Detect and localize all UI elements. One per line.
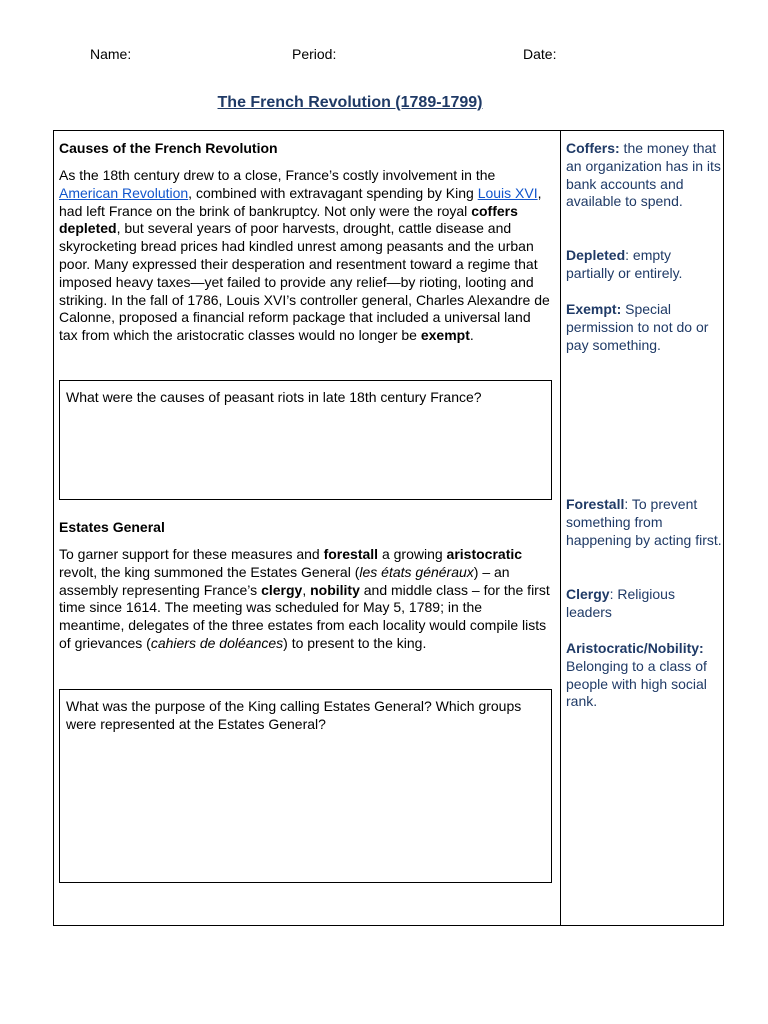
bold-term: forestall [323,546,379,562]
bold-term: aristocratic [446,546,523,562]
estates-paragraph [59,546,551,653]
column-divider [560,130,561,926]
text-run: ) to present to the king. [283,634,427,651]
vocab-term: Coffers: [566,140,620,156]
text-run: ) – an assembly representing France’s [59,563,510,598]
vocab-clergy [566,586,722,622]
vocab-term: Depleted [566,247,626,263]
vocab-forestall [566,496,722,549]
vocab-definition: : To prevent something from happening by acting first. [566,496,722,548]
question-text: What was the purpose of the King calling Estates General? Which groups were represented at the Estates General? [66,698,522,732]
link-louis-xvi[interactable]: Louis XVI [477,184,538,201]
page-title: The French Revolution (1789-1799) [217,94,483,111]
bold-term: clergy [261,581,303,598]
question-box-causes[interactable] [59,380,552,500]
text-run: , combined with extravagant spending by King [188,184,478,201]
vocab-depleted [566,247,722,283]
vocab-term: Exempt: [566,301,622,317]
bold-term: exempt [420,327,470,344]
vocab-term: Forestall [566,496,625,512]
causes-paragraph [59,167,551,345]
bold-term: nobility [310,581,360,598]
text-run: To garner support for these measures and [59,546,324,562]
vocab-definition: : empty partially or entirely. [566,247,683,281]
italic-term: cahiers de doléances [150,634,284,651]
text-run: a growing [378,546,447,562]
text-run: . [469,327,474,344]
vocab-term: Aristocratic/Nobility: [566,640,704,656]
italic-term: les états généraux [359,563,474,580]
question-box-estates-general[interactable] [59,689,552,883]
period-label: Period: [292,46,337,62]
link-american-revolution[interactable]: American Revolution [59,184,189,201]
date-label: Date: [523,46,557,62]
question-text: What were the causes of peasant riots in late 18th century France? [66,389,482,405]
vocab-definition: Special permission to not do or pay something. [566,301,709,353]
text-run: revolt, the king summoned the Estates General ( [59,563,360,580]
section-heading-causes: Causes of the French Revolution [59,140,278,156]
vocab-definition: : Religious leaders [566,586,675,620]
vocab-aristocratic-nobility [566,640,722,711]
bold-term: coffers depleted [59,202,518,237]
vocab-coffers [566,140,722,211]
text-run: As the 18th century drew to a close, France’s costly involvement in the [59,167,496,183]
vocab-term: Clergy [566,586,610,602]
text-run: , [302,581,311,598]
vocab-exempt [566,301,722,354]
text-run: , had left France on the brink of bankruptcy. Not only were the royal [59,184,542,219]
name-label: Name: [90,46,132,62]
vocab-definition: Belonging to a class of people with high social rank. [566,657,707,710]
section-heading-estates-general: Estates General [59,519,165,535]
vocab-definition: the money that an organization has in its bank accounts and available to spend. [566,140,721,210]
text-run: , but several years of poor harvests, drought, cattle disease and skyrocketing bread prices had kindled unrest among peasants and the urban poor. Many expressed their desperation and resentment toward a regime that imposed heavy taxes—yet failed to provide any relief—by rioting, looting and striking. In the fall of 1786, Louis XVI’s controller general, Charles Alexandre de Calonne, proposed a financial reform package that included a universal land tax from which the aristocratic classes would no longer be [59,220,550,344]
text-run: and middle class – for the first time since 1614. The meeting was scheduled for May 5, 1789; in the meantime, delegates of the three estates from each locality would compile lists of grievances ( [59,581,550,651]
